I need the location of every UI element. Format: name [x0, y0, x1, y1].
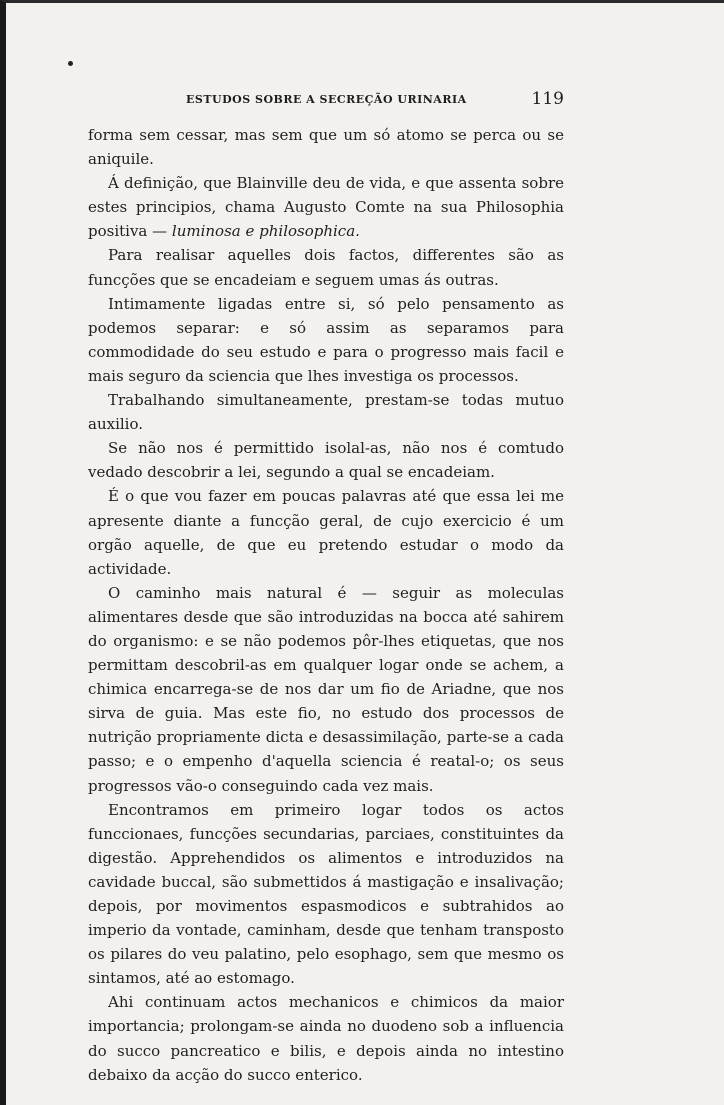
running-title: ESTUDOS SOBRE A SECREÇÃO URINARIA [186, 93, 467, 106]
paragraph-5-text: Trabalhando simultaneamente, prestam-se todas mutuo auxilio. [88, 391, 564, 434]
paragraph-7 [88, 484, 564, 580]
ink-spot [68, 61, 73, 66]
paragraph-9 [88, 798, 564, 991]
page-header [88, 89, 568, 113]
paragraph-2-italic: luminosa e philosophica. [171, 222, 360, 241]
paragraph-1 [88, 123, 564, 171]
paragraph-6 [88, 436, 564, 484]
paragraph-8-text: O caminho mais natural é — seguir as moleculas alimentares desde que são introduzidas na bocca até sahirem do organismo: e se não podemos pôr-lhes etiquetas, que nos permittam descobril-as em qualquer logar onde se achem, a chimica encarrega-se de nos dar um fio de Ariadne, que nos sirva de guia. Mas este fio, no estudo dos processos de nutrição propriamente dicta e desassimilação, parte-se a cada passo; e o empenho d'aquella sciencia é reatal-o; os seus progressos vão-o conseguindo cada vez mais. [88, 583, 564, 795]
body-text [88, 123, 564, 1087]
paragraph-2-text: Á definição, que Blainville deu de vida, e que assenta sobre estes principios, chama Augusto Comte na sua Philosophia positiva — [88, 174, 564, 241]
paragraph-7-text: É o que vou fazer em poucas palavras até que essa lei me apresente diante a funcção geral, de cujo exercicio é um orgão aquelle, de que eu pretendo estudar o modo da actividade. [88, 487, 564, 578]
paragraph-3-text: Para realisar aquelles dois factos, differentes são as funcções que se encadeiam e seguem umas ás outras. [88, 246, 564, 289]
paragraph-6-text: Se não nos é permittido isolal-as, não nos é comtudo vedado descobrir a lei, segundo a qual se encadeiam. [88, 439, 564, 482]
paragraph-4-text: Intimamente ligadas entre si, só pelo pensamento as podemos separar: e só assim as separamos para commodidade do seu estudo e para o progresso mais facil e mais seguro da sciencia que lhes investiga os processos. [88, 294, 564, 385]
page-number: 119 [531, 89, 564, 109]
paragraph-3 [88, 243, 564, 291]
paragraph-2 [88, 171, 564, 243]
paragraph-5 [88, 388, 564, 436]
paragraph-9-text: Encontramos em primeiro logar todos os actos funccionaes, funcções secundarias, parciaes, constituintes da digestão. Apprehendidos os alimentos e introduzidos na cavidade buccal, são submettidos á mastigação e insalivação; depois, por movimentos espasmodicos e subtrahidos ao imperio da vontade, caminham, desde que tenham transposto os pilares do veu palatino, pelo esophago, sem que mesmo os sintamos, até ao estomago. [88, 800, 564, 988]
paragraph-1-text: forma sem cessar, mas sem que um só atomo se perca ou se aniquile. [88, 126, 564, 169]
paragraph-4 [88, 292, 564, 388]
paragraph-8 [88, 581, 564, 798]
paragraph-10 [88, 990, 564, 1086]
paragraph-10-text: Ahi continuam actos mechanicos e chimicos da maior importancia; prolongam-se ainda no duodeno sob a influencia do succo pancreatico e bilis, e depois ainda no intestino debaixo da acção do succo enterico. [88, 993, 564, 1084]
